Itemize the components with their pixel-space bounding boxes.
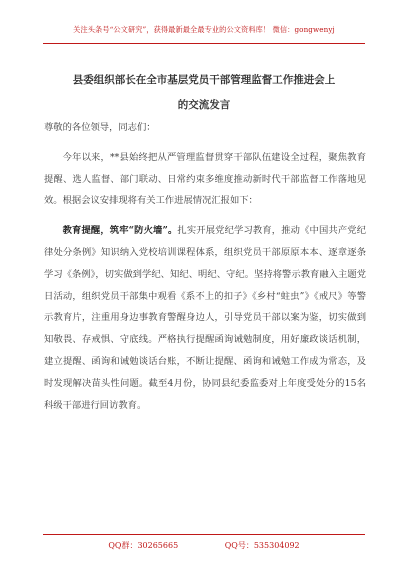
title-line-2: 的交流发言 [177, 99, 231, 111]
header-divider [43, 43, 365, 44]
document-title [48, 68, 360, 118]
paragraph-2-heading: 教育提醒，筑牢“防火墙”。 [62, 225, 178, 237]
document-body [44, 117, 366, 416]
footer-divider [43, 534, 365, 535]
title-line-1: 县委组织部长在全市基层党员干部管理监督工作推进会上 [72, 74, 336, 86]
greeting: 尊敬的各位领导，同志们： [44, 122, 156, 133]
header-banner: 关注头条号“公文研究”，获得最新最全最专业的公文资料库！ 微信：gongwenyj [73, 25, 335, 34]
paragraph-2 [44, 220, 366, 416]
footer-qq-number: QQ号：535304092 [224, 541, 300, 550]
footer-qq-group: QQ群：30265665 [108, 541, 179, 550]
footer [0, 540, 408, 551]
paragraph-1: 今年以来，**县始终把从严管理监督贯穿干部队伍建设全过程，聚焦教育提醒、选人监督、部门联动、日常约束多维度推动新时代干部监督工作落地见效。根据会议安排现将有关工作进展情况汇报如下： [44, 151, 366, 207]
paragraph-2-text: 扎实开展党纪学习教育，推动《中国共产党纪律处分条例》知识纳入党校培训课程体系，组织党员干部原原本本、逐章逐条学习《条例》，切实做到学纪、知纪、明纪、守纪。坚持将警示教育融入主题党日活动，组织党员干部集中观看《系不上的扣子》《乡村“蛀虫”》《戒尺》等警示教育片，注重用身边事教育警醒身边人，引导党员干部以案为鉴，切实做到知敬畏、存戒惧、守底线。严格执行提醒函询诫勉制度，用好廉政谈话机制，建立提醒、函询和诫勉谈话台账，不断让提醒、函询和诫勉工作成为常态，及时发现解决苗头性问题。截至4月份，协同县纪委监委对上年度受处分的15名科级干部进行回访教育。 [44, 225, 366, 411]
